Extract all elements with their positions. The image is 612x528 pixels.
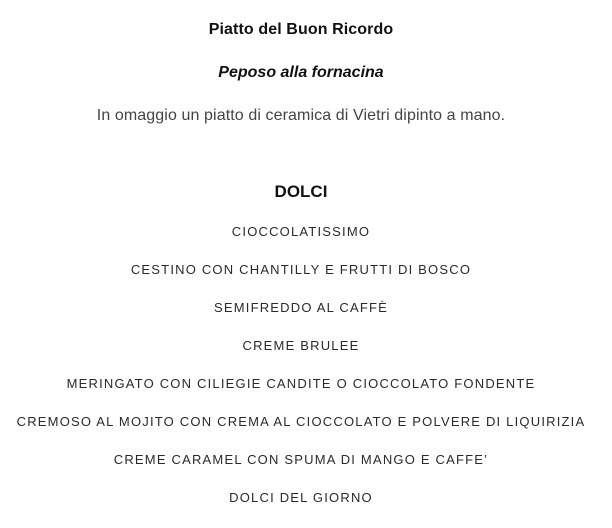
dessert-item: MERINGATO CON CILIEGIE CANDITE O CIOCCOLATO FONDENTE — [66, 376, 536, 391]
dessert-item: CREME CARAMEL CON SPUMA DI MANGO E CAFFE’ — [113, 452, 489, 467]
dessert-list — [0, 224, 602, 528]
special-note: In omaggio un piatto di ceramica di Vietri dipinto a mano. — [96, 107, 506, 124]
dessert-item: CESTINO CON CHANTILLY E FRUTTI DI BOSCO — [130, 262, 472, 277]
dessert-item: SEMIFREDDO AL CAFFÈ — [213, 300, 388, 315]
section-title-dolci: DOLCI — [274, 182, 328, 201]
dessert-item: CREMOSO AL MOJITO CON CREMA AL CIOCCOLATO E POLVERE DI LIQUIRIZIA — [16, 414, 586, 429]
special-dish: Peposo alla fornacina — [218, 64, 384, 81]
dessert-item: DOLCI DEL GIORNO — [229, 490, 373, 505]
dessert-item: CREME BRULEE — [242, 338, 360, 353]
dessert-item: CIOCCOLATISSIMO — [231, 224, 371, 239]
special-title: Piatto del Buon Ricordo — [208, 21, 394, 38]
